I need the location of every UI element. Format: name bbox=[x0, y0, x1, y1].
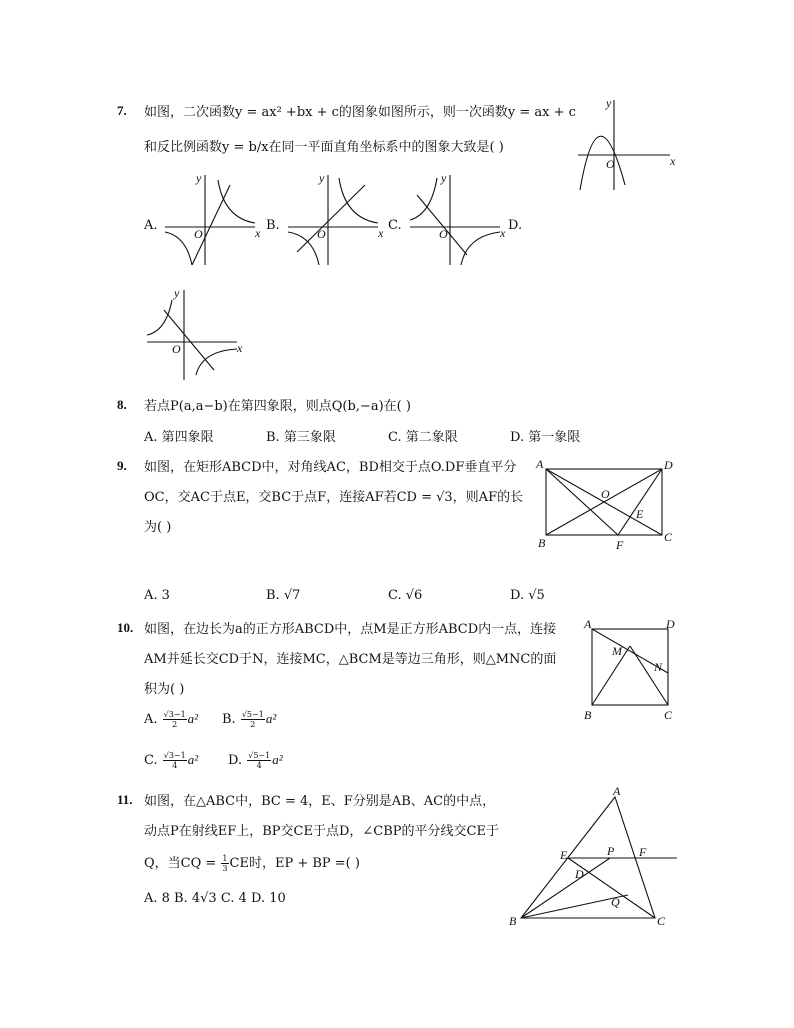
hyperbola-branch-2 bbox=[165, 232, 192, 265]
q11-line3-pre: Q，当CQ = bbox=[144, 856, 221, 871]
q10-number: 10. bbox=[117, 620, 134, 635]
q10-line3: 积为( ) bbox=[144, 682, 185, 697]
q9-option-a: A. 3 bbox=[144, 588, 170, 603]
q10-option-b-fraction bbox=[241, 710, 265, 729]
q10-option-c-fraction bbox=[163, 751, 187, 770]
q10-option-b-tail: a² bbox=[265, 711, 277, 726]
hyperbola-branch-1 bbox=[218, 180, 255, 223]
label-b: B bbox=[584, 708, 592, 722]
q11-line3-post: CE时，EP + BP =( ) bbox=[229, 856, 360, 871]
segment-af bbox=[546, 469, 618, 535]
label-c: C bbox=[664, 530, 673, 544]
q9-rectangle-figure bbox=[530, 455, 680, 555]
q7-number: 7. bbox=[117, 103, 127, 118]
y-label: y bbox=[174, 286, 180, 300]
hyperbola-branch-2 bbox=[461, 232, 500, 265]
q9-option-b: B. √7 bbox=[266, 588, 301, 603]
q10-option-c bbox=[144, 751, 198, 770]
q10-line2: AM并延长交CD于N，连接MC，△BCM是等边三角形，则△MNC的面 bbox=[144, 652, 557, 667]
q8-option-a: A. 第四象限 bbox=[144, 430, 214, 445]
q10-option-a bbox=[144, 710, 198, 729]
q8-option-b: B. 第三象限 bbox=[266, 430, 336, 445]
q11-line3 bbox=[144, 852, 360, 873]
q10-option-d-label: D. bbox=[228, 753, 243, 768]
q10-option-d-numerator: √5−1 bbox=[248, 751, 271, 760]
x-label: x bbox=[255, 226, 261, 240]
hyperbola-branch-1 bbox=[147, 300, 172, 335]
label-n: N bbox=[654, 660, 663, 674]
q11-triangle-figure bbox=[505, 785, 685, 930]
q9-number: 9. bbox=[117, 458, 127, 473]
q10-option-c-tail: a² bbox=[187, 752, 199, 767]
y-label: y bbox=[441, 171, 447, 185]
segment-df bbox=[618, 469, 662, 535]
q10-square-figure bbox=[580, 615, 680, 725]
q10-option-b bbox=[222, 710, 276, 729]
hyperbola-branch-2 bbox=[288, 232, 319, 265]
q11-options: A. 8 B. 4√3 C. 4 D. 10 bbox=[144, 891, 286, 906]
label-f: F bbox=[639, 845, 647, 859]
q8-option-c: C. 第二象限 bbox=[388, 430, 458, 445]
label-f: F bbox=[616, 538, 624, 552]
q9-option-c: C. √6 bbox=[388, 588, 423, 603]
q11-fraction-numerator: 1 bbox=[222, 854, 228, 863]
label-p: P bbox=[607, 844, 615, 858]
q10-option-a-label: A. bbox=[144, 712, 158, 727]
origin-label: O bbox=[439, 227, 448, 241]
q10-option-b-numerator: √5−1 bbox=[241, 710, 264, 719]
q9-line1: 如图，在矩形ABCD中，对角线AC，BD相交于点O.DF垂直平分 bbox=[144, 460, 517, 475]
label-d: D bbox=[575, 867, 584, 881]
label-e: E bbox=[560, 848, 568, 862]
q11-number: 11. bbox=[117, 792, 133, 807]
q10-option-c-denominator: 4 bbox=[172, 761, 178, 770]
y-label: y bbox=[196, 171, 202, 185]
label-a: A bbox=[536, 457, 544, 471]
q9-line2: OC，交AC于点E，交BC于点F，连接AF若CD = √3，则AF的长 bbox=[144, 490, 524, 505]
label-d: D bbox=[666, 617, 675, 631]
label-a: A bbox=[613, 784, 621, 798]
q8-text: 若点P(a,a−b)在第四象限，则点Q(b,−a)在( ) bbox=[144, 399, 411, 414]
label-o: O bbox=[601, 487, 610, 501]
q10-option-b-label: B. bbox=[222, 712, 236, 727]
label-q: Q bbox=[611, 895, 620, 909]
linear-line bbox=[164, 310, 214, 370]
q11-fraction-denominator: 3 bbox=[222, 864, 228, 873]
q7-line1: 如图，二次函数y = ax² +bx + c的图象如图所示，则一次函数y = ax + c bbox=[144, 105, 576, 120]
label-c: C bbox=[664, 708, 673, 722]
q7-option-b-label: B. bbox=[266, 218, 280, 233]
x-label: x bbox=[670, 154, 676, 168]
q7-option-c-graph bbox=[405, 170, 510, 270]
x-label: x bbox=[500, 226, 506, 240]
q10-line1: 如图，在边长为a的正方形ABCD中，点M是正方形ABCD内一点，连接 bbox=[144, 622, 557, 637]
segment-bp bbox=[521, 858, 610, 918]
label-b: B bbox=[509, 914, 517, 928]
origin-label: O bbox=[172, 342, 181, 356]
q11-fraction bbox=[221, 854, 228, 873]
label-d: D bbox=[664, 458, 673, 472]
x-label: x bbox=[237, 341, 243, 355]
q7-option-d-label: D. bbox=[508, 218, 523, 233]
origin-label: O bbox=[194, 227, 203, 241]
q10-option-a-fraction bbox=[163, 710, 187, 729]
q8-option-d: D. 第一象限 bbox=[510, 430, 581, 445]
label-e: E bbox=[636, 507, 644, 521]
label-b: B bbox=[538, 536, 546, 550]
q7-option-d-graph bbox=[142, 285, 252, 385]
q10-option-a-tail: a² bbox=[187, 711, 199, 726]
q11-line1: 如图，在△ABC中，BC = 4，E、F分别是AB、AC的中点， bbox=[144, 794, 496, 809]
label-m: M bbox=[612, 644, 622, 658]
q7-option-a-label: A. bbox=[144, 218, 158, 233]
q7-option-c-label: C. bbox=[388, 218, 402, 233]
origin-label: O bbox=[606, 157, 615, 171]
q10-option-d-tail: a² bbox=[272, 752, 283, 767]
hyperbola-branch-1 bbox=[339, 178, 378, 223]
q10-option-d-fraction bbox=[247, 751, 271, 770]
q10-option-a-denominator: 2 bbox=[172, 720, 178, 729]
q7-option-a-graph bbox=[160, 170, 265, 270]
label-a: A bbox=[584, 617, 592, 631]
q7-line2: 和反比例函数y = b/x在同一平面直角坐标系中的图象大致是( ) bbox=[144, 140, 504, 155]
linear-line bbox=[192, 185, 230, 265]
q10-option-d-denominator: 4 bbox=[256, 761, 262, 770]
y-label: y bbox=[319, 171, 325, 185]
q7-option-b-graph bbox=[283, 170, 388, 270]
q10-option-b-denominator: 2 bbox=[250, 720, 256, 729]
q7-parabola-figure bbox=[570, 95, 680, 195]
q10-option-d bbox=[228, 751, 283, 770]
origin-label: O bbox=[317, 227, 326, 241]
y-label: y bbox=[606, 96, 612, 110]
linear-line bbox=[417, 195, 467, 255]
q9-line3: 为( ) bbox=[144, 520, 172, 535]
x-label: x bbox=[378, 226, 384, 240]
q11-line2: 动点P在射线EF上，BP交CE于点D，∠CBP的平分线交CE于 bbox=[144, 824, 499, 839]
q9-option-d: D. √5 bbox=[510, 588, 545, 603]
q10-option-c-label: C. bbox=[144, 753, 158, 768]
segment-bm bbox=[592, 646, 630, 705]
label-c: C bbox=[657, 914, 666, 928]
q10-option-c-numerator: √3−1 bbox=[163, 751, 186, 760]
q10-option-a-numerator: √3−1 bbox=[163, 710, 186, 719]
parabola-curve bbox=[580, 136, 625, 190]
hyperbola-branch-2 bbox=[196, 349, 237, 375]
q8-number: 8. bbox=[117, 397, 127, 412]
